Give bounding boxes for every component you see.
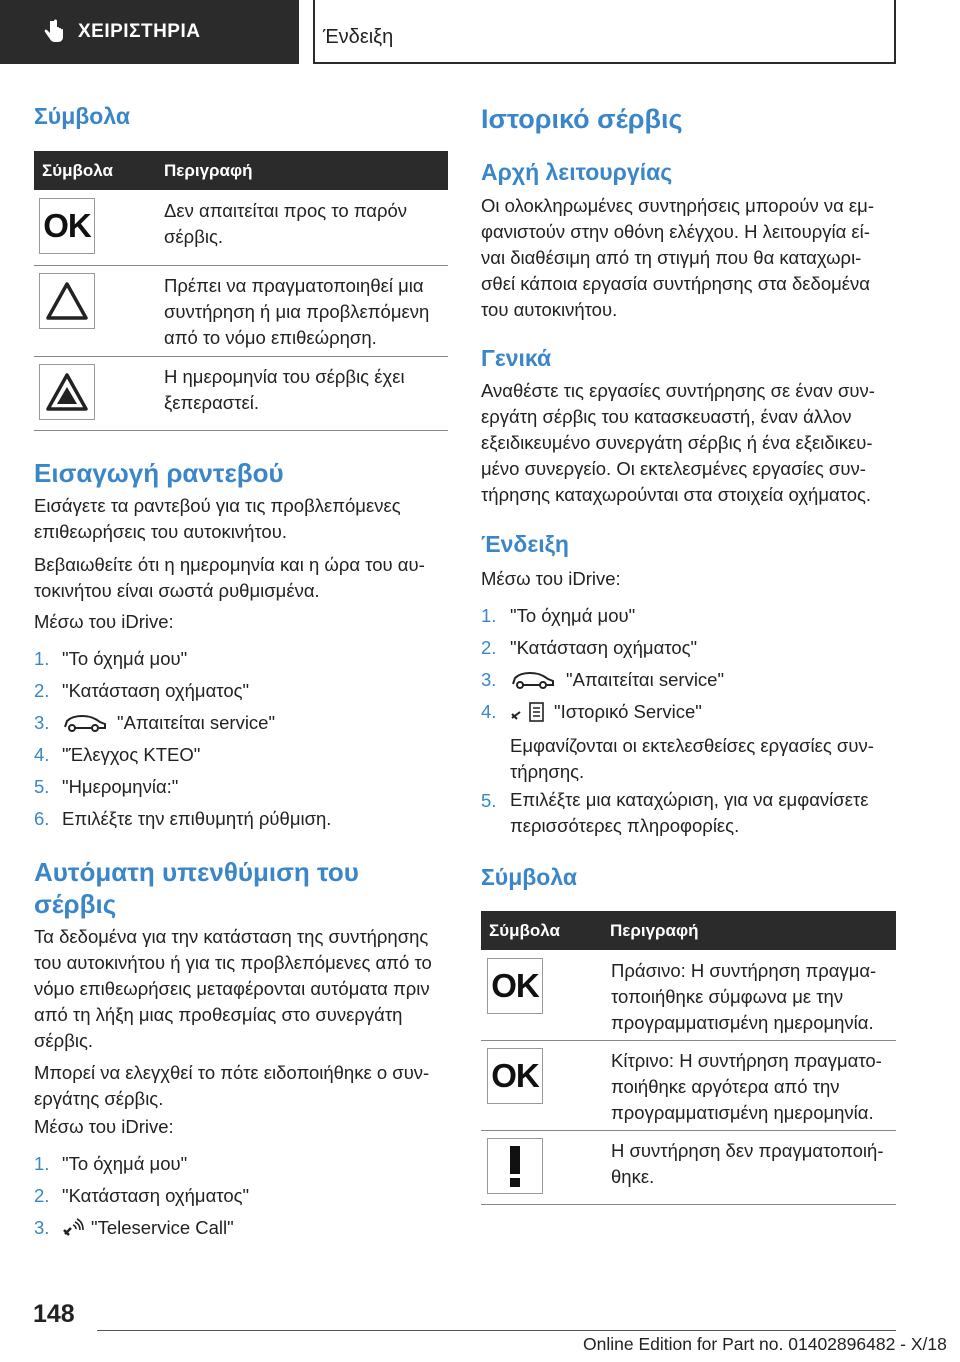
step-number: 1. <box>481 605 497 626</box>
table-col-symbols: Σύμβολα <box>489 921 560 940</box>
table-row-desc: Κίτρινο: Η συντήρηση πραγματο- ποιήθηκε αργότερα από την προγραμματισμένη ημερομηνία. <box>611 1050 882 1123</box>
step-number: 3. <box>34 712 50 733</box>
row-divider <box>34 265 448 266</box>
history-heading: Ιστορικό σέρβις <box>481 104 683 134</box>
table-row-desc: Η συντήρηση δεν πραγματοποιή- θηκε. <box>611 1140 884 1187</box>
service-history-icon <box>510 700 546 724</box>
step-number: 2. <box>34 1185 50 1206</box>
table-col-symbols: Σύμβολα <box>42 161 113 180</box>
ok-icon: OK <box>39 198 95 254</box>
list-item: "Ημερομηνία:" <box>62 776 179 797</box>
list-item: "Το όχημά μου" <box>510 605 636 626</box>
symbols-heading: Σύμβολα <box>481 864 577 890</box>
step-number: 5. <box>481 790 497 811</box>
step-number: 3. <box>481 669 497 690</box>
list-item: "Κατάσταση οχήματος" <box>62 680 250 701</box>
row-divider <box>481 1204 896 1205</box>
appointment-paragraph: Εισάγετε τα ραντεβού για τις προβλεπόμενες επιθεωρήσεις του αυτοκινήτου. <box>34 495 401 542</box>
ok-yellow-icon: OK <box>487 1048 543 1104</box>
list-item: "Απαιτείται service" <box>566 669 725 690</box>
table-header <box>34 151 448 190</box>
via-idrive: Μέσω του iDrive: <box>481 568 621 589</box>
step-number: 2. <box>34 680 50 701</box>
step-number: 4. <box>481 701 497 722</box>
exclamation-icon <box>487 1138 543 1194</box>
principle-heading: Αρχή λειτουργίας <box>481 159 673 185</box>
table-header <box>481 911 896 950</box>
ok-green-icon: OK <box>487 958 543 1014</box>
auto-reminder-heading: Αυτόματη υπενθύμιση του σέρβις <box>34 857 359 919</box>
via-idrive: Μέσω του iDrive: <box>34 1116 174 1137</box>
step-number: 1. <box>34 1153 50 1174</box>
footer-divider <box>97 1330 896 1331</box>
auto-reminder-paragraph: Μπορεί να ελεγχθεί το πότε ειδοποιήθηκε ο συν- εργάτης σέρβις. <box>34 1062 430 1109</box>
section-tab <box>313 0 896 64</box>
list-item: "Απαιτείται service" <box>117 712 276 733</box>
list-item: "Το όχημά μου" <box>62 648 188 669</box>
display-heading: Ένδειξη <box>481 531 569 557</box>
warning-triangle-icon <box>39 273 95 329</box>
step-note: Εμφανίζονται οι εκτελεσθείσες εργασίες συν- τήρησης. <box>510 735 874 782</box>
list-item: "Teleservice Call" <box>91 1217 234 1238</box>
teleservice-icon <box>62 1218 84 1238</box>
auto-reminder-paragraph: Τα δεδομένα για την κατάσταση της συντήρησης του αυτοκινήτου ή για τις προβλεπόμενες από το νόμο επιθεωρήσεις μεταφέρονται αυτόματα πριν από τη λήξη μιας προθεσμίας στο συνεργάτη σέρβις. <box>34 926 432 1051</box>
step-number: 5. <box>34 776 50 797</box>
general-paragraph: Αναθέστε τις εργασίες συντήρησης σε έναν συν- εργάτη σέρβις του κατασκευαστή, έναν άλλον εξειδικευμένο συνεργάτη σέρβις ή ένα εξειδικευ- μένο συνεργείο. Οι εκτελεσμένες εργασίες συν- τήρησης καταχωρούνται στα στοιχεία οχήματος. <box>481 380 875 505</box>
edition-text: Online Edition for Part no. 01402896482 - X/18 <box>583 1334 947 1354</box>
list-item: Επιλέξτε μια καταχώριση, για να εμφανίσετε περισσότερες πληροφορίες. <box>510 789 869 836</box>
list-item: "Κατάσταση οχήματος" <box>510 637 698 658</box>
symbols-heading: Σύμβολα <box>34 103 130 129</box>
row-divider <box>34 430 448 431</box>
table-row-desc: Δεν απαιτείται προς το παρόν σέρβις. <box>164 200 408 247</box>
list-item: "Έλεγχος ΚΤΕΟ" <box>62 744 201 765</box>
step-number: 3. <box>34 1217 50 1238</box>
step-number: 6. <box>34 808 50 829</box>
principle-paragraph: Οι ολοκληρωμένες συντηρήσεις μπορούν να εμ- φανιστούν στην οθόνη ελέγχου. Η λειτουργία εί- ναι διαθέσιμη από τη στιγμή που θα καταχωρι- σθεί κάποια εργασία συντήρησης στα δεδομένα του αυτοκινήτου. <box>481 195 874 320</box>
step-number: 4. <box>34 744 50 765</box>
table-col-description: Περιγραφή <box>164 161 253 180</box>
page-number: 148 <box>33 1300 75 1328</box>
car-service-icon <box>510 669 556 691</box>
list-item: "Ιστορικό Service" <box>554 701 702 722</box>
general-heading: Γενικά <box>481 345 552 371</box>
appointment-paragraph: Βεβαιωθείτε ότι η ημερομηνία και η ώρα του αυ- τοκινήτου είναι σωστά ρυθμισμένα. <box>34 554 425 601</box>
list-item: "Κατάσταση οχήματος" <box>62 1185 250 1206</box>
table-row-desc: Πράσινο: Η συντήρηση πραγμα- τοποιήθηκε σύμφωνα με την προγραμματισμένη ημερομηνία. <box>611 960 877 1033</box>
appointment-heading: Εισαγωγή ραντεβού <box>34 458 284 488</box>
table-col-description: Περιγραφή <box>610 921 699 940</box>
step-number: 1. <box>34 648 50 669</box>
car-service-icon <box>62 712 108 734</box>
via-idrive: Μέσω του iDrive: <box>34 611 174 632</box>
table-row-desc: Η ημερομηνία του σέρβις έχει ξεπεραστεί. <box>164 366 405 413</box>
step-number: 2. <box>481 637 497 658</box>
list-item: Επιλέξτε την επιθυμητή ρύθμιση. <box>62 808 332 829</box>
list-item: "Το όχημά μου" <box>62 1153 188 1174</box>
chapter-tab[interactable] <box>0 0 299 64</box>
section-title: Ένδειξη <box>323 26 394 48</box>
row-divider <box>481 1130 896 1131</box>
table-row-desc: Πρέπει να πραγματοποιηθεί μια συντήρηση ή μια προβλεπόμενη από το νόμο επιθεώρηση. <box>164 275 430 348</box>
warning-triangle-filled-icon <box>39 364 95 420</box>
row-divider <box>481 1040 896 1041</box>
row-divider <box>34 356 448 357</box>
chapter-title: ΧΕΙΡΙΣΤΗΡΙΑ <box>78 21 201 42</box>
hand-pointer-icon <box>42 19 64 45</box>
